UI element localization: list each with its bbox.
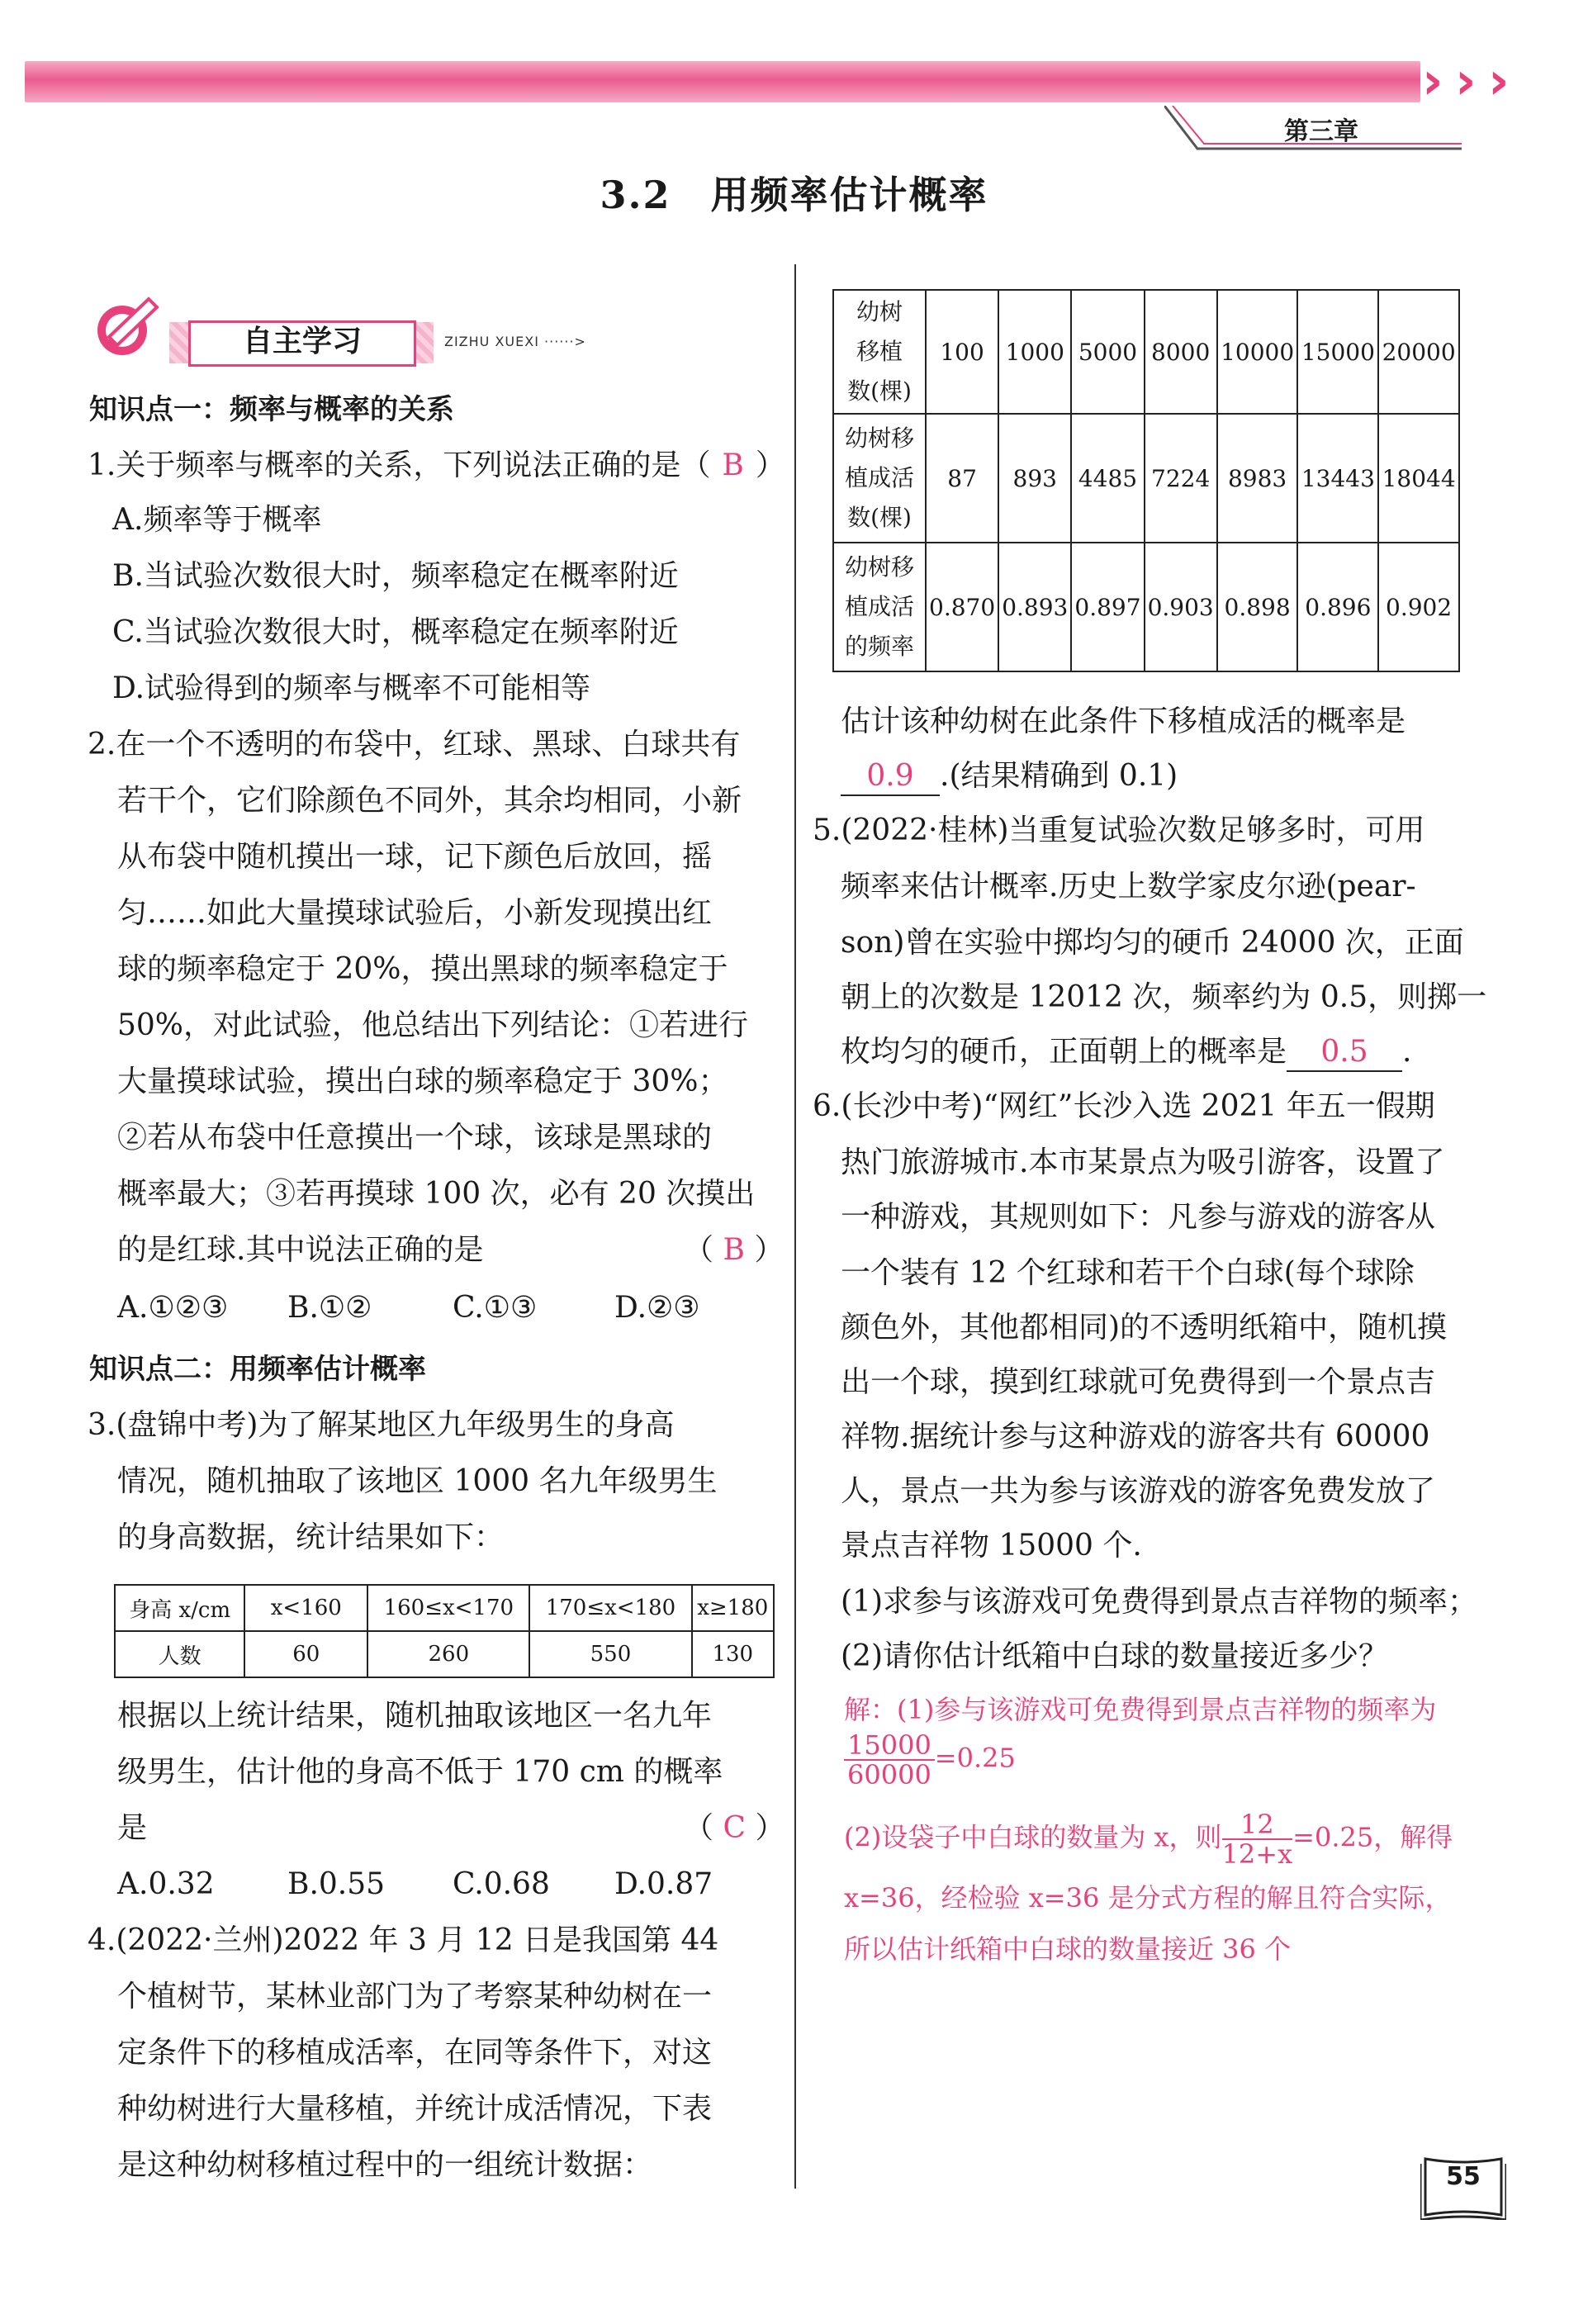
chapter-label: 第三章 (1284, 117, 1358, 146)
section-banner-pinyin: ZIZHU XUEXI ······> (444, 334, 586, 349)
q3-option-a: A.0.32 (117, 1867, 215, 1901)
q3-line: 是 (117, 1811, 148, 1845)
column-divider (794, 264, 796, 2189)
table-cell: 13443 (1297, 414, 1378, 543)
q1-option-a: A.频率等于概率 (112, 503, 322, 537)
table-cell: 893 (998, 414, 1071, 543)
q5-answer: 0.5 (1287, 1034, 1402, 1072)
q2-line: 50%，对此试验，他总结出下列结论：①若进行 (117, 1008, 749, 1042)
table-cell: 18044 (1378, 414, 1459, 543)
q3-line: 情况，随机抽取了该地区 1000 名九年级男生 (117, 1464, 718, 1498)
q5-line: 频率来估计概率.历史上数学家皮尔逊(pear- (841, 870, 1416, 904)
table-cell: 0.870 (926, 543, 998, 671)
q2-line: 匀……如此大量摸球试验后，小新发现摸出红 (117, 896, 713, 930)
q4-line: 是这种幼树移植过程中的一组统计数据： (117, 2148, 653, 2182)
q6-line: 出一个球，摸到红球就可免费得到一个景点吉 (841, 1365, 1436, 1399)
table-cell: x≥180 (692, 1585, 774, 1631)
table-cell: 550 (529, 1631, 691, 1677)
q4-line: 4.(2022·兰州)2022 年 3 月 12 日是我国第 44 (88, 1923, 719, 1957)
table-cell: 100 (926, 290, 998, 414)
q5-line: son)曾在实验中掷均匀的硬币 24000 次，正面 (841, 926, 1464, 960)
table-cell: 8000 (1145, 290, 1217, 414)
table-cell: 160≤x<170 (367, 1585, 529, 1631)
q4-estimate: 估计该种幼树在此条件下移植成活的概率是 (841, 704, 1406, 738)
q4-answer: 0.9 (841, 758, 940, 796)
q3-line: 3.(盘锦中考)为了解某地区九年级男生的身高 (88, 1408, 675, 1442)
q3-line: 根据以上统计结果，随机抽取该地区一名九年 (117, 1699, 713, 1733)
q3-option-c: C.0.68 (453, 1867, 550, 1901)
q2-answer-bracket: （ B ） (684, 1233, 785, 1267)
table-row (115, 1631, 774, 1677)
table-cell: 60 (244, 1631, 367, 1677)
q4-answer-line: 0.9 .(结果精确到 0.1) (841, 758, 1178, 796)
q2-line: ②若从布袋中任意摸出一个球，该球是黑球的 (117, 1121, 713, 1155)
q6-solution-line: 所以估计纸箱中白球的数量接近 36 个 (844, 1933, 1292, 1965)
q2-option-d: D.②③ (614, 1291, 700, 1325)
q5-line: 5.(2022·桂林)当重复试验次数足够多时，可用 (813, 813, 1425, 847)
q6-line: 景点吉祥物 15000 个. (841, 1529, 1142, 1563)
q2-line: 2.在一个不透明的布袋中，红球、黑球、白球共有 (88, 728, 741, 761)
chevron-icon: › (1455, 50, 1477, 111)
section-banner-label: 自主学习 (188, 320, 416, 367)
q3-answer: C (723, 1811, 746, 1845)
table-row (833, 543, 1459, 671)
q2-option-b: B.①② (287, 1291, 372, 1325)
q1-option-d: D.试验得到的频率与概率不可能相等 (112, 671, 591, 705)
q5-line: 朝上的次数是 12012 次，频率约为 0.5，则掷一 (841, 980, 1487, 1014)
chevron-icon: › (1488, 50, 1510, 111)
table-row-header: 幼树移 植成活 数(棵) (833, 414, 926, 543)
q4-line: 定条件下的移植成活率，在同等条件下，对这 (117, 2036, 713, 2070)
q6-solution-fraction-1: $\frac{15000}{60000}$ =0.25 (844, 1731, 1016, 1789)
knowledge-point-1: 知识点一：频率与概率的关系 (89, 393, 454, 426)
table-cell: 15000 (1297, 290, 1378, 414)
table-cell: 0.898 (1217, 543, 1298, 671)
chevron-icon: › (1422, 50, 1443, 111)
q6-solution-line: x=36，经检验 x=36 是分式方程的解且符合实际， (844, 1882, 1452, 1914)
table-cell: 7224 (1145, 414, 1217, 543)
table-cell: 0.893 (998, 543, 1071, 671)
table-cell: 87 (926, 414, 998, 543)
table-cell: 0.897 (1071, 543, 1144, 671)
q6-line: 人，景点一共为参与该游戏的游客免费发放了 (841, 1474, 1436, 1508)
q6-subquestion-1: (1)求参与该游戏可免费得到景点吉祥物的频率； (841, 1585, 1477, 1619)
q2-line: 从布袋中随机摸出一球，记下颜色后放回，摇 (117, 840, 713, 874)
q1-option-b: B.当试验次数很大时，频率稳定在概率附近 (112, 559, 679, 593)
q6-line: 6.(长沙中考)“网红”长沙入选 2021 年五一假期 (813, 1089, 1435, 1123)
table-row-header: 幼树 移植 数(棵) (833, 290, 926, 414)
q6-line: 一个装有 12 个红球和若干个白球(每个球除 (841, 1256, 1415, 1290)
q1-stem: 1.关于频率与概率的关系，下列说法正确的是（ B ） (88, 448, 785, 482)
table-cell: 身高 x/cm (115, 1585, 244, 1631)
knowledge-point-2: 知识点二：用频率估计概率 (89, 1353, 426, 1386)
q2-line: 若干个，它们除颜色不同外，其余均相同，小新 (117, 784, 742, 818)
q3-option-b: B.0.55 (287, 1867, 386, 1901)
q2-answer: B (723, 1233, 745, 1267)
q2-option-c: C.①③ (453, 1291, 538, 1325)
header-band (25, 61, 1420, 102)
table-cell: 0.903 (1145, 543, 1217, 671)
table-cell: 8983 (1217, 414, 1298, 543)
q4-line: 种幼树进行大量移植，并统计成活情况，下表 (117, 2092, 713, 2126)
page-title: 3.2 用频率估计概率 (600, 173, 988, 217)
q6-solution-line: 解：(1)参与该游戏可免费得到景点吉祥物的频率为 (844, 1694, 1437, 1725)
table-row-header: 幼树移 植成活 的频率 (833, 543, 926, 671)
q6-line: 颜色外，其他都相同)的不透明纸箱中，随机摸 (841, 1311, 1448, 1345)
q1-option-c: C.当试验次数很大时，概率稳定在频率附近 (112, 615, 679, 649)
q3-option-d: D.0.87 (614, 1867, 713, 1901)
q4-line: 个植树节，某林业部门为了考察某种幼树在一 (117, 1980, 713, 2013)
q3-line: 的身高数据，统计结果如下： (117, 1520, 505, 1554)
table-cell: 10000 (1217, 290, 1298, 414)
table-row (833, 414, 1459, 543)
table-cell: 0.902 (1378, 543, 1459, 671)
q6-line: 祥物.据统计参与这种游戏的游客共有 60000 (841, 1420, 1430, 1454)
table-cell: 人数 (115, 1631, 244, 1677)
table-cell: 1000 (998, 290, 1071, 414)
table-cell: 260 (367, 1631, 529, 1677)
sapling-table (832, 289, 1460, 672)
height-table (114, 1584, 775, 1678)
q2-line: 球的频率稳定于 20%，摸出黑球的频率稳定于 (117, 952, 728, 986)
q3-line: 级男生，估计他的身高不低于 170 cm 的概率 (117, 1755, 723, 1789)
page-number: 55 (1446, 2162, 1481, 2191)
table-cell: 0.896 (1297, 543, 1378, 671)
table-cell: 130 (692, 1631, 774, 1677)
q6-line: 热门旅游城市.本市某景点为吸引游客，设置了 (841, 1145, 1445, 1179)
q2-line: 的是红球.其中说法正确的是 (117, 1233, 484, 1267)
table-row (115, 1585, 774, 1631)
q5-answer-line: 枚均匀的硬币，正面朝上的概率是 0.5 . (841, 1034, 1411, 1072)
table-cell: x<160 (244, 1585, 367, 1631)
q1-answer: B (722, 448, 744, 482)
q6-solution-line: (2)设袋子中白球的数量为 x，则 $\frac{12}{12+x}$ =0.25，解得 (844, 1809, 1453, 1870)
q2-line: 大量摸球试验，摸出白球的频率稳定于 30%； (117, 1065, 728, 1098)
table-cell: 170≤x<180 (529, 1585, 691, 1631)
q3-answer-bracket: （ C ） (684, 1811, 785, 1845)
q2-option-a: A.①②③ (117, 1291, 229, 1325)
q2-line: 概率最大；③若再摸球 100 次，必有 20 次摸出 (117, 1177, 756, 1211)
table-cell: 4485 (1071, 414, 1144, 543)
table-row (833, 290, 1459, 414)
table-cell: 5000 (1071, 290, 1144, 414)
pencil-icon (91, 292, 173, 362)
q6-subquestion-2: (2)请你估计纸箱中白球的数量接近多少？ (841, 1639, 1388, 1673)
table-cell: 20000 (1378, 290, 1459, 414)
q6-line: 一种游戏，其规则如下：凡参与游戏的游客从 (841, 1200, 1436, 1234)
